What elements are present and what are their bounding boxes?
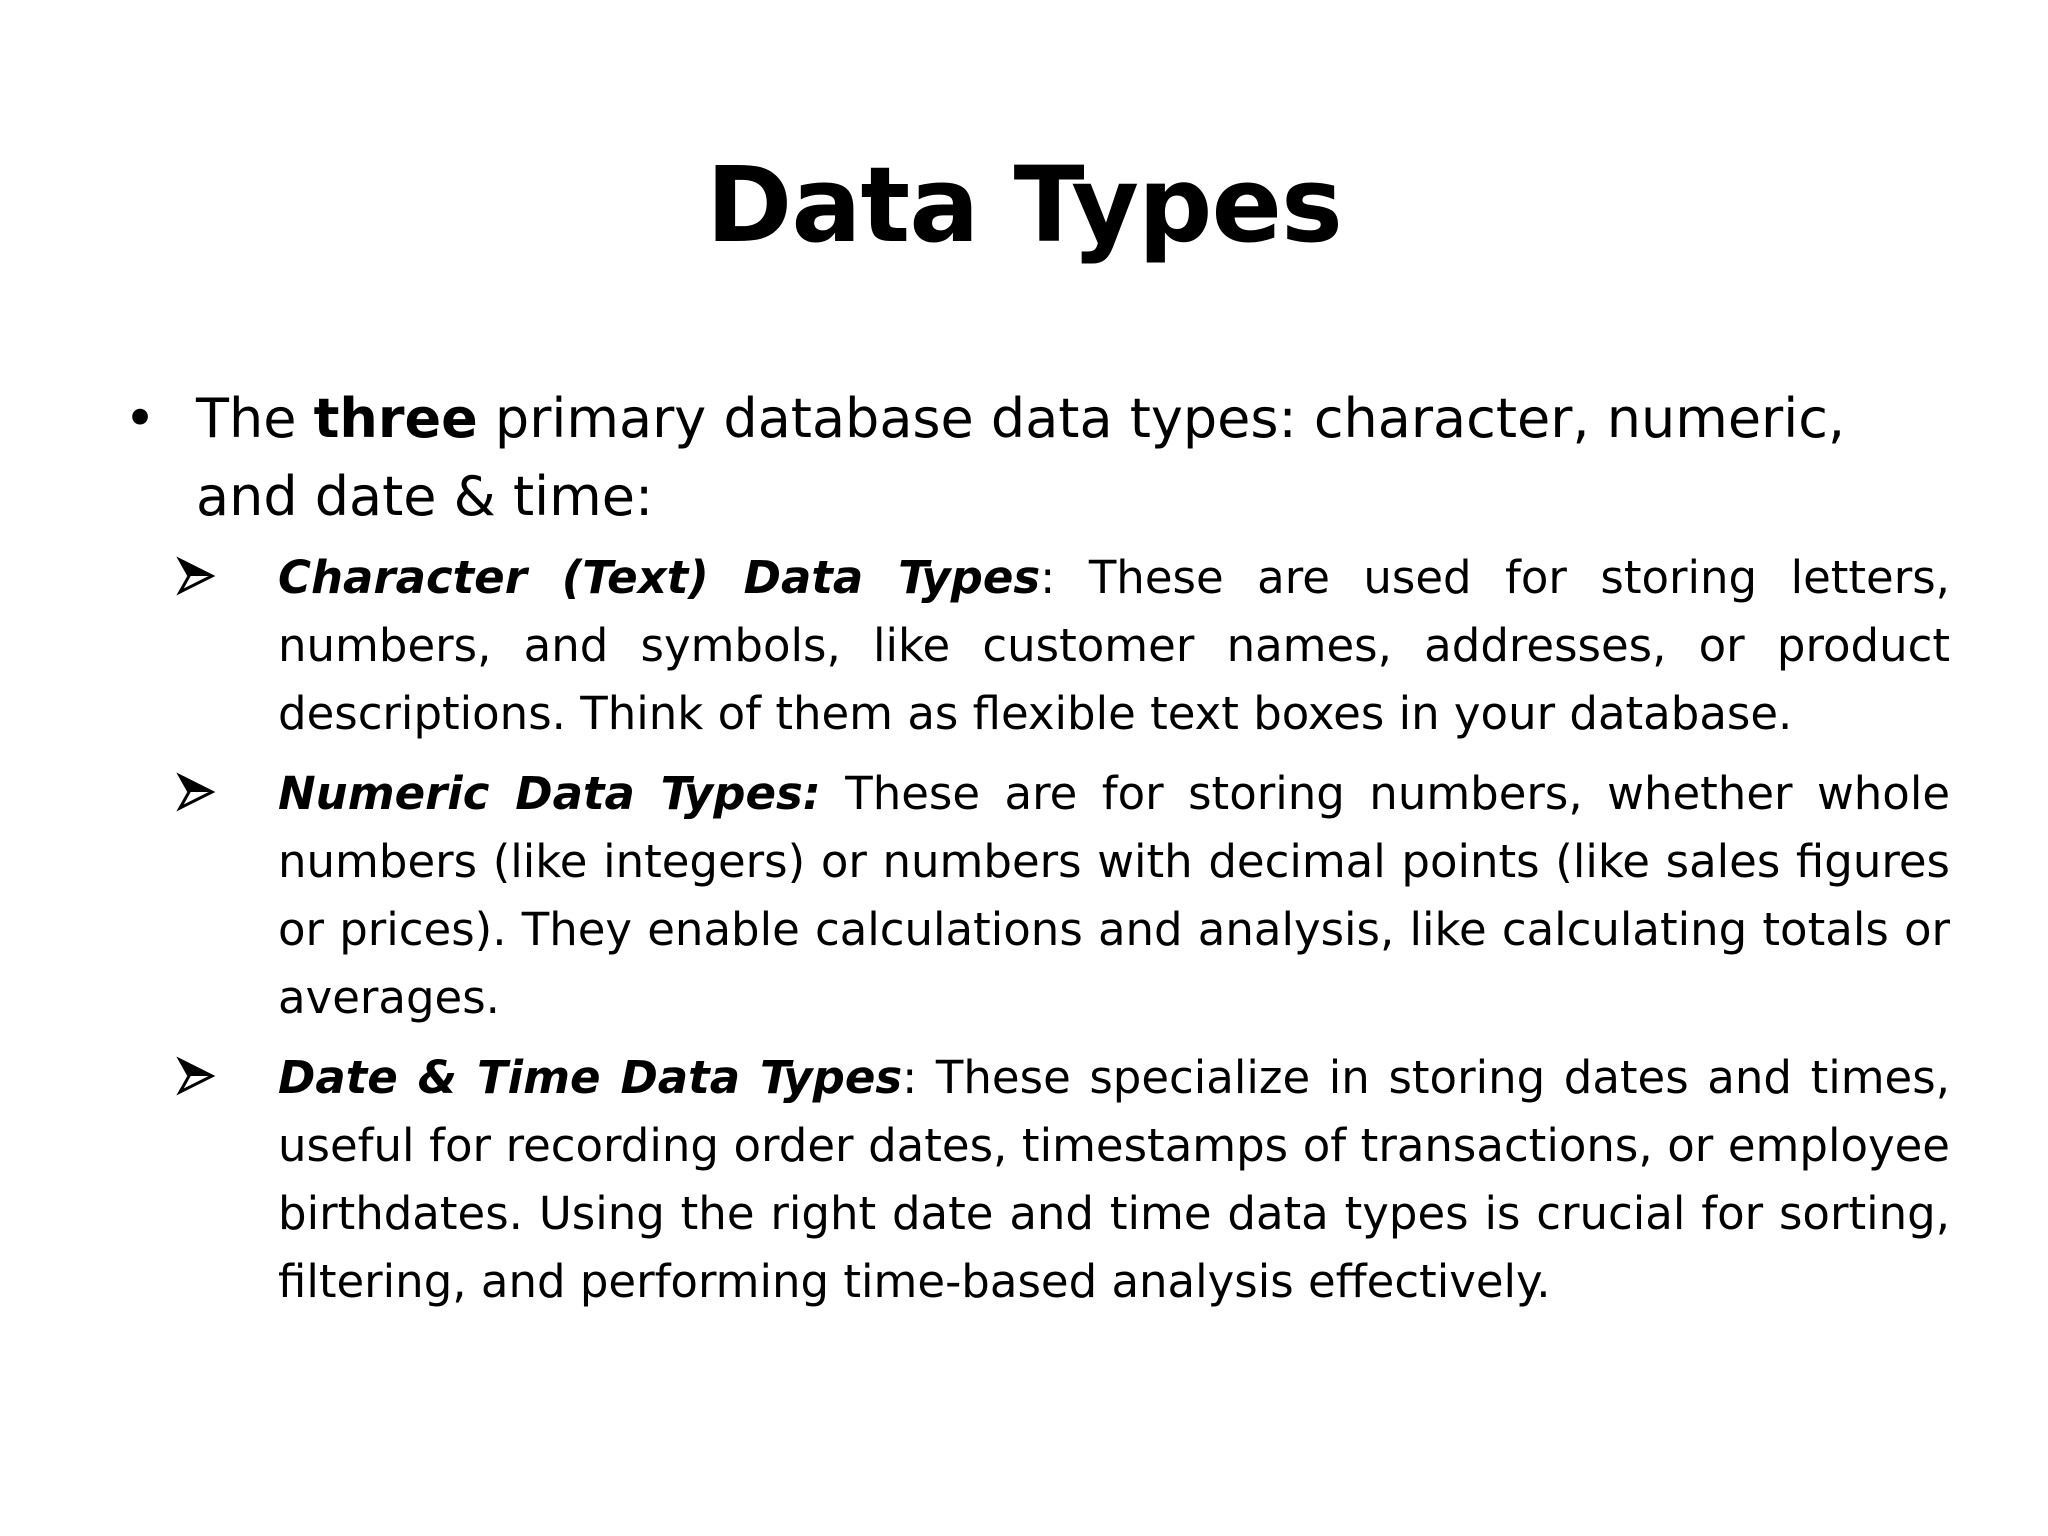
intro-text-after: primary database data types: character, numeric, and date & time: — [196, 387, 1846, 528]
description-character: These are used for storing letters, numbers, and symbols, like customer names, addresses, or product descriptions. Think of them as flexible text boxes in your database. — [278, 551, 1950, 740]
term-character: Character (Text) Data Types — [278, 551, 1041, 604]
slide-body — [120, 380, 1950, 1328]
arrowhead-bullet-icon — [176, 1056, 216, 1096]
intro-bullet — [120, 380, 1950, 536]
bullet-dot-icon: • — [124, 387, 156, 450]
separator-datetime: : — [902, 1051, 918, 1104]
list-item-character — [120, 544, 1950, 748]
description-datetime: These specialize in storing dates and times, useful for recording order dates, timestamps of transactions, or employee birthdates. Using the right date and time data types is crucial for sorting, filtering, and performing time-based analysis effectively. — [278, 1051, 1950, 1308]
list-item-numeric — [120, 760, 1950, 1032]
arrowhead-bullet-icon — [176, 556, 216, 596]
term-numeric: Numeric Data Types: — [278, 767, 821, 820]
term-datetime: Date & Time Data Types — [278, 1051, 903, 1104]
separator-character: : — [1040, 551, 1056, 604]
intro-text-before: The — [196, 387, 314, 450]
list-item-datetime — [120, 1044, 1950, 1316]
slide-title: Data Types — [706, 144, 1342, 266]
arrowhead-bullet-icon — [176, 772, 216, 812]
intro-emphasis: three — [313, 387, 478, 450]
description-numeric: These are for storing numbers, whether whole numbers (like integers) or numbers with decimal points (like sales figures or prices). They enable calculations and analysis, like calculating totals or averages. — [278, 767, 1951, 1024]
